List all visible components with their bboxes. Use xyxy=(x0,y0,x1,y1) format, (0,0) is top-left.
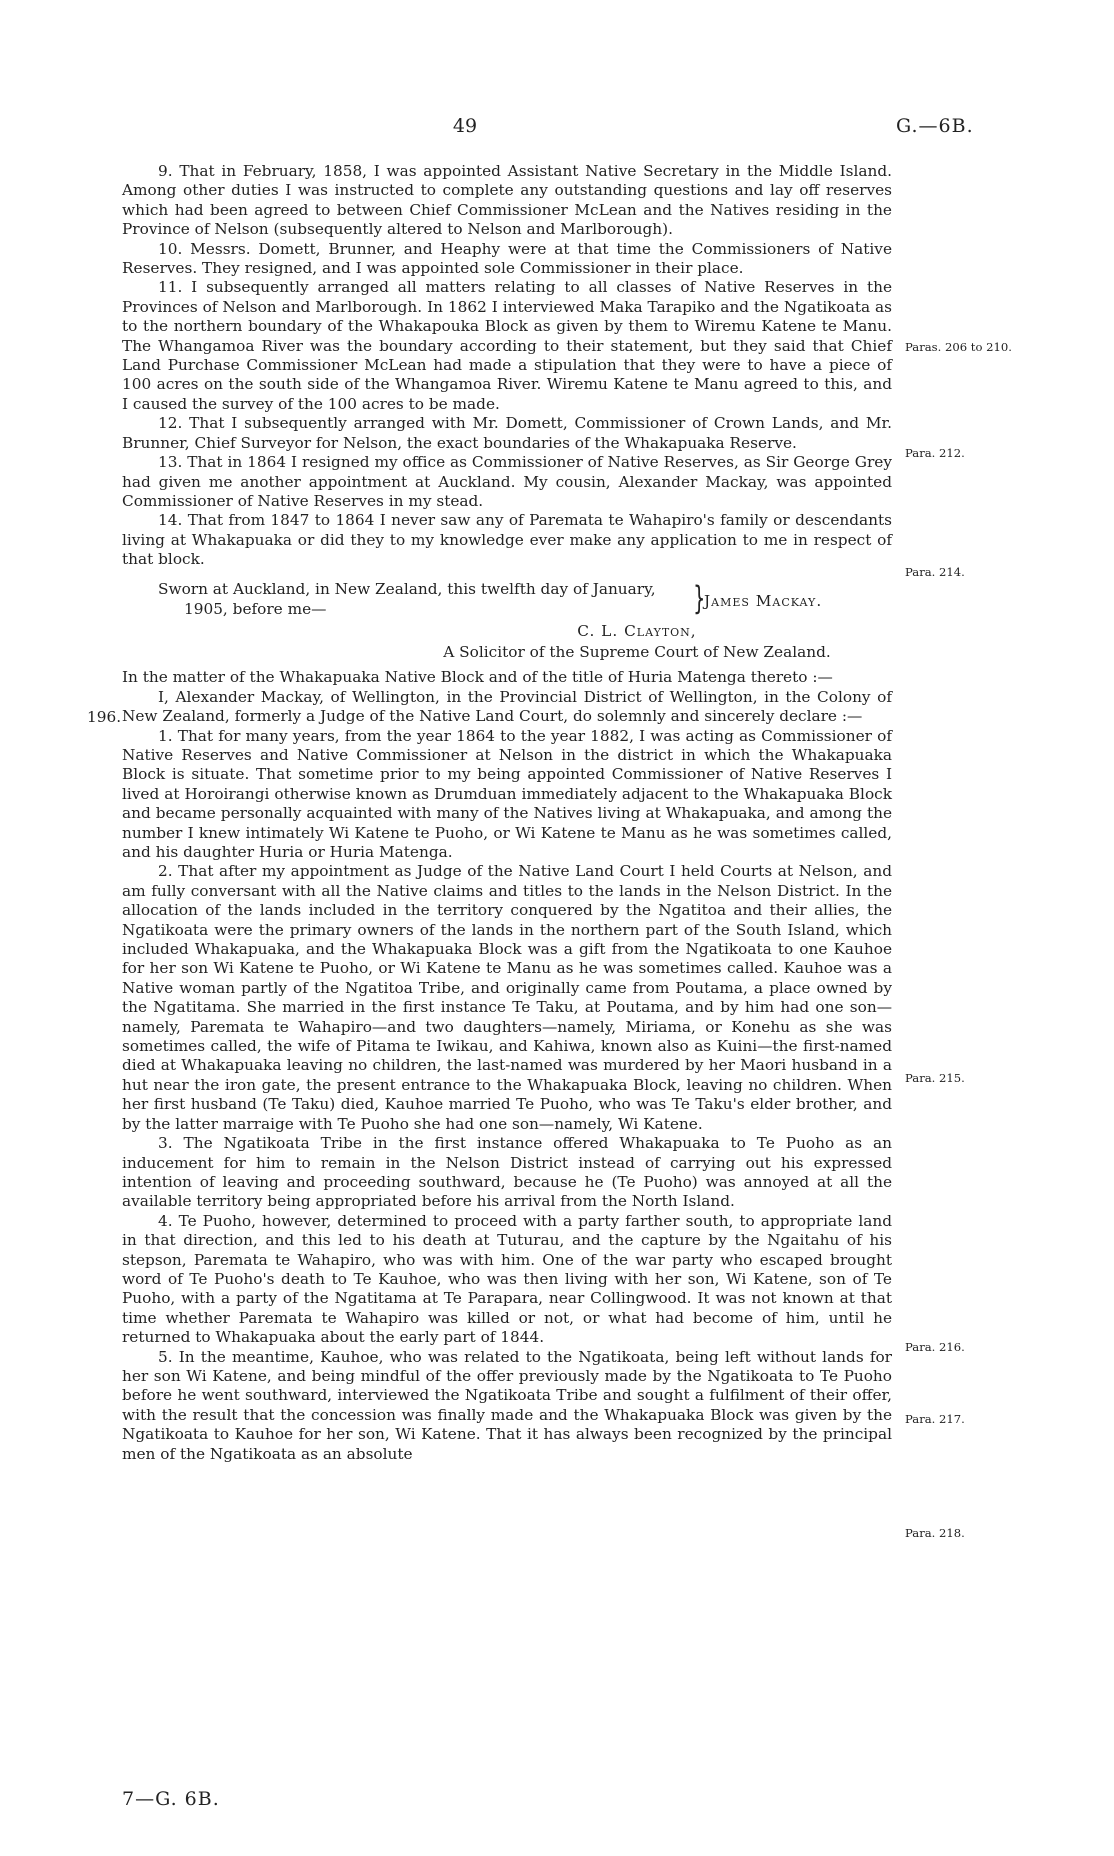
margin-note: Para. 218. xyxy=(905,1526,965,1540)
margin-note: Para. 212. xyxy=(905,446,965,460)
paragraph-9: 9. That in February, 1858, I was appointed Assistant Native Secretary in the Middle Island. Among other duties I was instructed to complete any outstanding questions and lay off reserves which had been agreed to between Chief Commissioner McLean and the Natives residing in the Province of Nelson (subsequently altered to Nelson and Marlborough). xyxy=(122,162,892,239)
declarant-intro: I, Alexander Mackay, of Wellington, in the Provincial District of Wellington, in the Colony of New Zealand, formerly a Judge of the Native Land Court, do solemnly and sincerely declare :— xyxy=(122,687,892,726)
margin-note: Para. 215. xyxy=(905,1071,965,1085)
document-body xyxy=(122,162,892,1464)
section-number: 196. xyxy=(87,708,122,726)
paragraph-b5: 5. In the meantime, Kauhoe, who was related to the Ngatikoata, being left without lands for her son Wi Katene, and being mindful of the offer previously made by the Ngatikoata to Te Puoho before he went southward, interviewed the Ngatikoata Tribe and sought a fulfilment of their offer, with the result that the concession was finally made and the Whakapuaka Block was given by the Ngatikoata to Kauhoe for her son, Wi Katene. That it has always been recognized by the principal men of the Ngatikoata as an absolute xyxy=(122,1347,892,1463)
commissioner-title: A Solicitor of the Supreme Court of New Zealand. xyxy=(443,642,831,661)
margin-note: Para. 214. xyxy=(905,565,965,579)
margin-note: Para. 217. xyxy=(905,1412,965,1426)
jurat-brace: } xyxy=(693,578,706,617)
paragraph-b3: 3. The Ngatikoata Tribe in the first instance offered Whakapuaka to Te Puoho as an inducement for him to remain in the Nelson District instead of carrying out his expressed intention of leaving and proceeding southward, because he (Te Puoho) was annoyed at all the available territory being appropriated before his arrival from the North Island. xyxy=(122,1134,892,1211)
document-code: G.—6B. xyxy=(896,115,974,137)
page-number: 49 xyxy=(452,115,478,137)
paragraph-b2: 2. That after my appointment as Judge of the Native Land Court I held Courts at Nelson, and am fully conversant with all the Native claims and titles to the lands in the Nelson District. In the allocation of the lands included in the territory conquered by the Ngatitoa and their allies, the Ngatikoata were the primary owners of the lands in the northern part of the South Island, which included Whakapuaka, and the Whakapuaka Block was a gift from the Ngatikoata to one Kauhoe for her son Wi Katene te Puoho, or Wi Katene te Manu as he was sometimes called. Kauhoe was a Native woman partly of the Ngatitoa Tribe, and originally came from Poutama, a place owned by the Ngatitama. She married in the first instance Te Taku, at Poutama, and by him had one son—namely, Paremata te Wahapiro—and two daughters—namely, Miriama, or Konehu as she was sometimes called, the wife of Pitama te Iwikau, and Kahiwa, known also as Kuini—the first-named died at Whakapuaka leaving no children, the last-named was murdered by her Maori husband in a hut near the iron gate, the present entrance to the Whakapuaka Block, leaving no children. When her first husband (Te Taku) died, Kauhoe married Te Puoho, who was Te Taku's elder brother, and by the latter marraige with Te Puoho she had one son—namely, Wi Katene. xyxy=(122,862,892,1133)
footer-signature: 7—G. 6B. xyxy=(122,1788,220,1810)
margin-note: Para. 216. xyxy=(905,1340,965,1354)
margin-note: Paras. 206 to 210. xyxy=(905,340,1012,354)
paragraph-12: 12. That I subsequently arranged with Mr. Domett, Commissioner of Crown Lands, and Mr. Brunner, Chief Surveyor for Nelson, the exact boundaries of the Whakapuaka Reserve. xyxy=(122,414,892,452)
paragraph-b1: 1. That for many years, from the year 1864 to the year 1882, I was acting as Commissioner of Native Reserves and Native Commissioner at Nelson in the district in which the Whakapuaka Block is situate. That sometime prior to my being appointed Commissioner of Native Reserves I lived at Horoirangi otherwise known as Drumduan immediately adjacent to the Whakapuaka Block and became personally acquainted with many of the Natives living at Whakapuaka, and among the number I knew intimately Wi Katene te Puoho, or Wi Katene te Manu as he was sometimes called, and his daughter Huria or Huria Matenga. xyxy=(122,726,892,861)
paragraph-11: 11. I subsequently arranged all matters relating to all classes of Native Reserves in the Provinces of Nelson and Marlborough. In 1862 I interviewed Maka Tarapiko and the Ngatikoata as to the northern boundary of the Whakapouka Block as given by them to Wiremu Katene te Manu. The Whangamoa River was the boundary according to their statement, but they said that Chief Land Purchase Commissioner McLean had made a stipulation that they were to have a piece of 100 acres on the south side of the Whangamoa River. Wiremu Katene te Manu agreed to this, and I caused the survey of the 100 acres to be made. xyxy=(122,278,892,413)
jurat xyxy=(122,580,892,620)
paragraph-b4: 4. Te Puoho, however, determined to proceed with a party farther south, to appropriate land in that direction, and this led to his death at Tuturau, and the capture by the Ngaitahu of his stepson, Paremata te Wahapiro, who was with him. One of the war party who escaped brought word of Te Puoho's death to Te Kauhoe, who was then living with her son, Wi Katene, son of Te Puoho, with a party of the Ngatitama at Te Parapara, near Collingwood. It was not known at that time whether Paremata te Wahapiro was killed or not, or what had become of him, until he returned to Whakapuaka about the early part of 1844. xyxy=(122,1211,892,1347)
paragraph-14: 14. That from 1847 to 1864 I never saw any of Paremata te Wahapiro's family or descendants living at Whakapuaka or did they to my knowledge ever make any application to me in respect of that block. xyxy=(122,511,892,569)
commissioner-name: C. L. Clayton, xyxy=(577,621,697,640)
paragraph-10: 10. Messrs. Domett, Brunner, and Heaphy were at that time the Commissioners of Native Reserves. They resigned, and I was appointed sole Commissioner in their place. xyxy=(122,239,892,278)
deponent-signature: James Mackay. xyxy=(704,591,823,610)
jurat-line-1: Sworn at Auckland, in New Zealand, this twelfth day of January, xyxy=(158,579,656,598)
jurat-line-2: 1905, before me— xyxy=(184,599,327,618)
paragraph-13: 13. That in 1864 I resigned my office as Commissioner of Native Reserves, as Sir George Grey had given me another appointment at Auckland. My cousin, Alexander Mackay, was appointed Commissioner of Native Reserves in my stead. xyxy=(122,453,892,510)
matter-heading: In the matter of the Whakapuaka Native Block and of the title of Huria Matenga thereto :— xyxy=(122,668,833,687)
